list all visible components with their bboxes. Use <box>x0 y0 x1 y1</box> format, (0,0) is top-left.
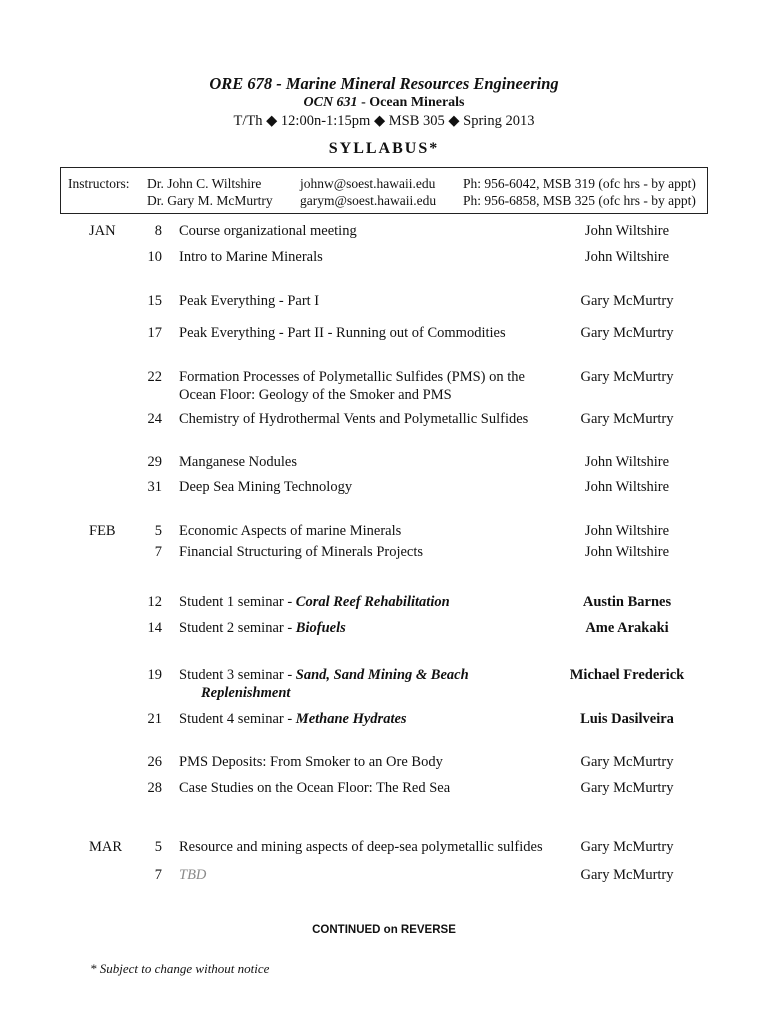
instructors-label: Instructors: <box>68 176 130 191</box>
session-instructor: John Wiltshire <box>584 479 670 495</box>
topic-text: PMS Deposits: From Smoker to an Ore Body <box>179 754 443 770</box>
topic-text: Deep Sea Mining Technology <box>179 479 353 495</box>
topic-text: Manganese Nodules <box>179 454 297 470</box>
session-instructor: Gary McMurtry <box>580 293 674 309</box>
session-topic <box>179 754 443 771</box>
session-day: 14 <box>147 620 162 636</box>
schedule-line: T/Th ◆ 12:00n-1:15pm ◆ MSB 305 ◆ Spring 2013 <box>233 113 535 129</box>
session-topic <box>179 594 450 611</box>
session-topic <box>179 620 346 637</box>
session-day: 10 <box>147 249 162 265</box>
session-topic <box>179 454 297 471</box>
session-instructor: Michael Frederick <box>569 667 685 683</box>
seminar-title: Methane Hydrates <box>295 711 407 727</box>
topic-text: Intro to Marine Minerals <box>179 249 323 265</box>
session-day: 15 <box>147 293 162 309</box>
cross-name: Ocean Minerals <box>369 95 465 110</box>
session-instructor: Gary McMurtry <box>580 325 674 341</box>
session-topic <box>179 479 352 496</box>
session-instructor: Gary McMurtry <box>580 411 674 427</box>
session-day: 5 <box>154 839 162 855</box>
session-topic <box>179 293 319 310</box>
session-instructor: Gary McMurtry <box>580 780 674 796</box>
instructor-email[interactable]: johnw@soest.hawaii.edu <box>300 176 436 191</box>
month-label: JAN <box>89 223 116 239</box>
topic-text: Case Studies on the Ocean Floor: The Red Sea <box>179 780 451 796</box>
session-topic <box>179 544 423 561</box>
instructors-box <box>60 167 708 214</box>
session-day: 26 <box>147 754 162 770</box>
month-label: FEB <box>89 523 116 539</box>
instructor-email[interactable]: garym@soest.hawaii.edu <box>300 193 437 208</box>
session-day: 19 <box>147 667 162 683</box>
footnote: * Subject to change without notice <box>90 961 270 976</box>
instructor-name: Dr. John C. Wiltshire <box>147 176 262 191</box>
topic-text: Chemistry of Hydrothermal Vents and Polymetallic Sulfides <box>179 411 529 427</box>
course-title: ORE 678 - Marine Mineral Resources Engineering <box>209 74 559 93</box>
seminar-title: Biofuels <box>295 620 346 636</box>
session-day: 29 <box>147 454 162 470</box>
topic-text: Student 1 seminar - <box>179 594 296 610</box>
topic-text: Student 2 seminar - <box>179 620 296 636</box>
session-day: 31 <box>147 479 162 495</box>
cross-code: OCN 631 <box>303 95 358 110</box>
instructor-contact: Ph: 956-6858, MSB 325 (ofc hrs - by appt) <box>463 193 696 208</box>
cross-listed-course <box>0 95 768 111</box>
session-day: 22 <box>147 369 162 385</box>
session-topic <box>179 325 506 342</box>
continued-notice: CONTINUED on REVERSE <box>312 924 456 936</box>
session-topic <box>179 711 407 728</box>
session-instructor: Gary McMurtry <box>580 369 674 385</box>
session-topic <box>179 839 543 856</box>
session-instructor: Gary McMurtry <box>580 867 674 883</box>
session-topic <box>179 411 528 428</box>
session-topic <box>179 369 525 386</box>
session-instructor: Austin Barnes <box>582 594 672 610</box>
session-topic-continued: Replenishment <box>201 685 291 701</box>
cross-separator: - <box>357 95 370 110</box>
topic-text: Economic Aspects of marine Minerals <box>179 523 402 539</box>
session-instructor: Gary McMurtry <box>580 754 674 770</box>
topic-text: Formation Processes of Polymetallic Sulfides (PMS) on the <box>179 369 525 385</box>
session-topic <box>179 249 323 266</box>
session-day: 7 <box>154 867 162 883</box>
session-topic-continued: Ocean Floor: Geology of the Smoker and PMS <box>179 387 452 403</box>
topic-text: Financial Structuring of Minerals Projects <box>179 544 424 560</box>
seminar-title: Sand, Sand Mining & Beach <box>295 667 469 683</box>
session-day: 8 <box>154 223 162 239</box>
session-day: 28 <box>147 780 162 796</box>
session-topic <box>179 867 206 884</box>
topic-text: Peak Everything - Part II - Running out of Commodities <box>179 325 506 341</box>
topic-text: Course organizational meeting <box>179 223 357 239</box>
session-instructor: John Wiltshire <box>584 249 670 265</box>
session-topic <box>179 523 401 540</box>
session-instructor: John Wiltshire <box>584 223 670 239</box>
session-day: 5 <box>154 523 162 539</box>
session-instructor: Ame Arakaki <box>585 620 669 636</box>
topic-text: Peak Everything - Part I <box>179 293 320 309</box>
topic-text: Student 4 seminar - <box>179 711 296 727</box>
session-topic <box>179 667 469 684</box>
session-day: 24 <box>147 411 162 427</box>
instructor-contact: Ph: 956-6042, MSB 319 (ofc hrs - by appt) <box>463 176 696 191</box>
session-instructor: Gary McMurtry <box>580 839 674 855</box>
session-topic <box>179 223 357 240</box>
session-day: 21 <box>147 711 162 727</box>
session-day: 7 <box>154 544 162 560</box>
topic-text: Resource and mining aspects of deep-sea polymetallic sulfides <box>179 839 543 855</box>
session-day: 17 <box>147 325 162 341</box>
seminar-title: Coral Reef Rehabilitation <box>295 594 450 610</box>
month-label: MAR <box>89 839 123 855</box>
session-instructor: John Wiltshire <box>584 454 670 470</box>
topic-text: TBD <box>179 867 207 883</box>
session-instructor: John Wiltshire <box>584 523 670 539</box>
topic-text: Student 3 seminar - <box>179 667 296 683</box>
session-instructor: Luis Dasilveira <box>580 711 674 727</box>
instructor-name: Dr. Gary M. McMurtry <box>147 193 273 208</box>
session-instructor: John Wiltshire <box>584 544 670 560</box>
session-day: 12 <box>147 594 162 610</box>
session-topic <box>179 780 450 797</box>
syllabus-title: SYLLABUS* <box>328 140 440 157</box>
